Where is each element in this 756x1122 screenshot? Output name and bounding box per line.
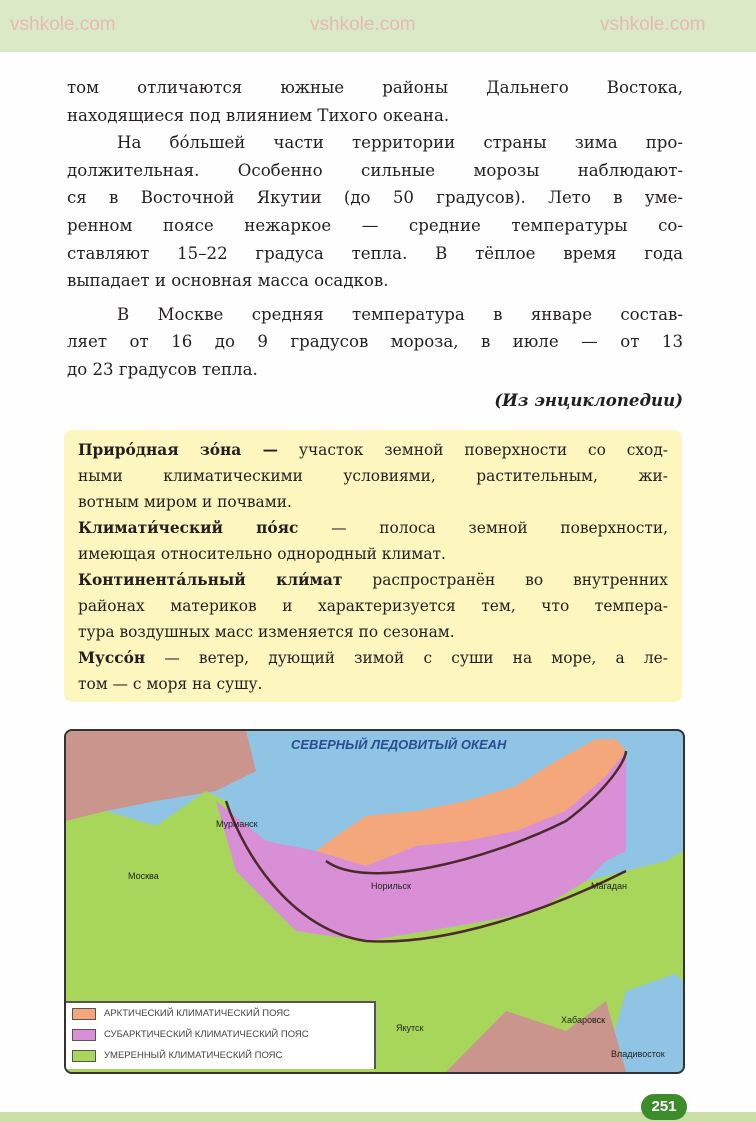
definition-text: распространён во внутренних — [342, 571, 668, 589]
paragraph-line: ся в Восточной Якутии (до 50 градусов). Лето в уме- — [67, 188, 683, 208]
definition-text: участок земной поверхности со сход- — [278, 441, 669, 459]
paragraph-line: до 23 градусов тепла. — [67, 359, 258, 379]
definition-line — [78, 567, 668, 593]
legend-item — [66, 1003, 374, 1024]
paragraph-line: том отличаются южные районы Дальнего Востока, — [67, 78, 683, 97]
legend-item — [66, 1024, 374, 1045]
city-murmansk: Мурманск — [216, 819, 258, 829]
definition-text: имеющая относительно однородный климат. — [78, 545, 446, 563]
header-band — [0, 0, 756, 52]
paragraph-line: На бо́льшей части территории страны зима про- — [117, 133, 683, 153]
watermark: vshkole.com — [10, 14, 116, 35]
watermark: vshkole.com — [310, 14, 416, 35]
map-legend — [66, 1001, 376, 1069]
source-text: (Из энциклопедии) — [494, 390, 683, 410]
city-norilsk: Норильск — [371, 881, 411, 891]
legend-swatch — [72, 1029, 96, 1041]
definition-line — [78, 593, 668, 619]
city-vladivostok: Владивосток — [611, 1049, 665, 1059]
legend-label: АРКТИЧЕСКИЙ КЛИМАТИЧЕСКИЙ ПОЯС — [104, 1008, 291, 1019]
definition-line — [78, 489, 668, 515]
definition-line — [78, 671, 668, 697]
term: Муссо́н — [78, 649, 146, 667]
paragraph-line: ставляют 15–22 градуса тепла. В тёплое время года — [67, 243, 683, 263]
definition-text: вотным миром и почвами. — [78, 493, 292, 511]
city-moscow: Москва — [128, 871, 159, 881]
term: Континента́льный кли́мат — [78, 571, 343, 589]
definition-text: ными климатическими условиями, растительным, жи- — [78, 467, 668, 485]
legend-swatch — [72, 1008, 96, 1020]
definition-text: районах материков и характеризуется тем, что темпера- — [78, 597, 668, 615]
paragraph-line: ляет от 16 до 9 градусов мороза, в июле — от 13 — [67, 332, 683, 352]
definition-text: — полоса земной поверхности, — [298, 519, 668, 537]
paragraph-line: находящиеся под влиянием Тихого океана. — [67, 105, 450, 125]
paragraph-line: выпадает и основная масса осадков. — [67, 271, 389, 291]
paragraph-line: В Москве средняя температура в январе состав- — [117, 304, 683, 324]
term: Приро́дная зо́на — — [78, 441, 279, 459]
city-khabarovsk: Хабаровск — [561, 1015, 606, 1025]
definition-line — [78, 619, 668, 645]
definition-line — [78, 645, 668, 671]
definition-text: — ветер, дующий зимой с суши на море, а ле- — [145, 649, 668, 667]
paragraph-line: должительная. Особенно сильные морозы наблюдают- — [67, 160, 683, 180]
definition-line — [78, 463, 668, 489]
legend-label: СУБАРКТИЧЕСКИЙ КЛИМАТИЧЕСКИЙ ПОЯС — [104, 1029, 309, 1040]
city-magadan: Магадан — [591, 881, 627, 891]
definition-line — [78, 437, 668, 463]
definition-text: тура воздушных масс изменяется по сезонам. — [78, 623, 455, 641]
city-yakutsk: Якутск — [396, 1023, 424, 1033]
legend-swatch — [72, 1050, 96, 1062]
ocean-label: СЕВЕРНЫЙ ЛЕДОВИТЫЙ ОКЕАН — [291, 737, 507, 752]
definition-line — [78, 515, 668, 541]
definition-text: том — с моря на сушу. — [78, 675, 263, 693]
body-text — [67, 74, 683, 384]
source-citation — [67, 388, 683, 412]
definitions-text — [78, 437, 668, 697]
term: Климати́ческий по́яс — [78, 519, 299, 537]
watermark: vshkole.com — [600, 14, 706, 35]
legend-label: УМЕРЕННЫЙ КЛИМАТИЧЕСКИЙ ПОЯС — [104, 1050, 283, 1061]
page-number: 251 — [641, 1094, 687, 1120]
definition-line — [78, 541, 668, 567]
legend-item — [66, 1045, 374, 1066]
paragraph-line: ренном поясе нежаркое — средние температуры со- — [67, 215, 683, 235]
climate-zones-map — [64, 729, 685, 1074]
